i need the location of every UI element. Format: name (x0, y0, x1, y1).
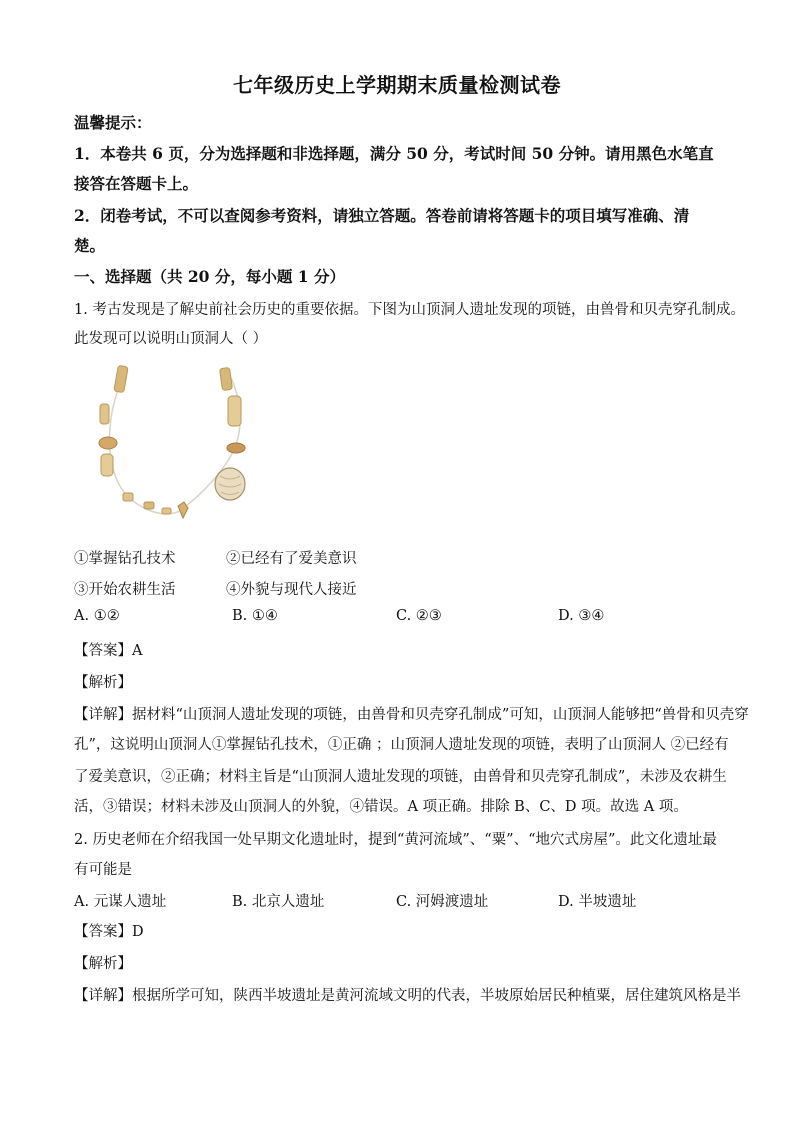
q1-statement-3: ③开始农耕生活 (74, 582, 176, 598)
q2-option-a: A. 元谋人遗址 (74, 894, 167, 910)
section-1-heading: 一、选择题（共 20 分，每小题 1 分） (74, 267, 345, 286)
q2-analysis-label: 【解析】 (74, 956, 132, 972)
notice-item-2-line-1: 2．闭卷考试，不可以查阅参考资料，请独立答题。答卷前请将答题卡的项目填写准确、清 (74, 206, 690, 225)
necklace-image (86, 360, 266, 538)
q1-option-c: C. ②③ (396, 608, 442, 624)
q1-statement-4: ④外貌与现代人接近 (226, 582, 357, 598)
q2-stem-line-1: 2. 历史老师在介绍我国一处早期文化遗址时，提到“黄河流域”、“粟”、“地穴式房屋”。此文化遗址最 (74, 832, 717, 848)
q2-option-d: D. 半坡遗址 (558, 894, 637, 910)
q2-answer: 【答案】D (74, 924, 144, 940)
q2-option-b: B. 北京人遗址 (232, 894, 325, 910)
q1-stem-line-2: 此发现可以说明山顶洞人（ ） (74, 331, 268, 347)
q1-option-a: A. ①② (74, 608, 120, 624)
q1-detail-line-1: 【详解】据材料“山顶洞人遗址发现的项链，由兽骨和贝壳穿孔制成”可知，山顶洞人能够把“兽骨和贝壳穿 (74, 707, 749, 723)
q1-answer: 【答案】A (74, 643, 143, 659)
q2-stem-line-2: 有可能是 (74, 862, 132, 878)
q1-detail-line-4: 活，③错误；材料未涉及山顶洞人的外貌，④错误。A 项正确。排除 B、C、D 项。故选 A 项。 (74, 799, 688, 815)
notice-item-2-line-2: 楚。 (74, 236, 106, 255)
q1-detail-line-3: 了爱美意识，②正确；材料主旨是“山顶洞人遗址发现的项链，由兽骨和贝壳穿孔制成”，未涉及农耕生 (74, 769, 727, 785)
q1-statement-1: ①掌握钻孔技术 (74, 551, 176, 567)
notice-heading: 温馨提示： (74, 113, 152, 132)
q2-detail-line-1: 【详解】根据所学可知，陕西半坡遗址是黄河流域文明的代表，半坡原始居民种植粟，居住建筑风格是半 (74, 988, 741, 1004)
q1-analysis-label: 【解析】 (74, 675, 132, 691)
q2-option-c: C. 河姆渡遗址 (396, 894, 489, 910)
q1-detail-line-2: 孔”，这说明山顶洞人①掌握钻孔技术，①正确 ；山顶洞人遗址发现的项链，表明了山顶洞人 ②已经有 (74, 737, 729, 753)
q1-option-b: B. ①④ (232, 608, 278, 624)
notice-item-1-line-2: 接答在答题卡上。 (74, 174, 199, 193)
q1-stem-line-1: 1. 考古发现是了解史前社会历史的重要依据。下图为山顶洞人遗址发现的项链，由兽骨和贝壳穿孔制成。 (74, 302, 745, 318)
notice-item-1-line-1: 1．本卷共 6 页，分为选择题和非选择题，满分 50 分，考试时间 50 分钟。请用黑色水笔直 (74, 144, 714, 163)
q1-statement-2: ②已经有了爱美意识 (226, 551, 357, 567)
q1-option-d: D. ③④ (558, 608, 605, 624)
page-title: 七年级历史上学期期末质量检测试卷 (233, 73, 561, 97)
